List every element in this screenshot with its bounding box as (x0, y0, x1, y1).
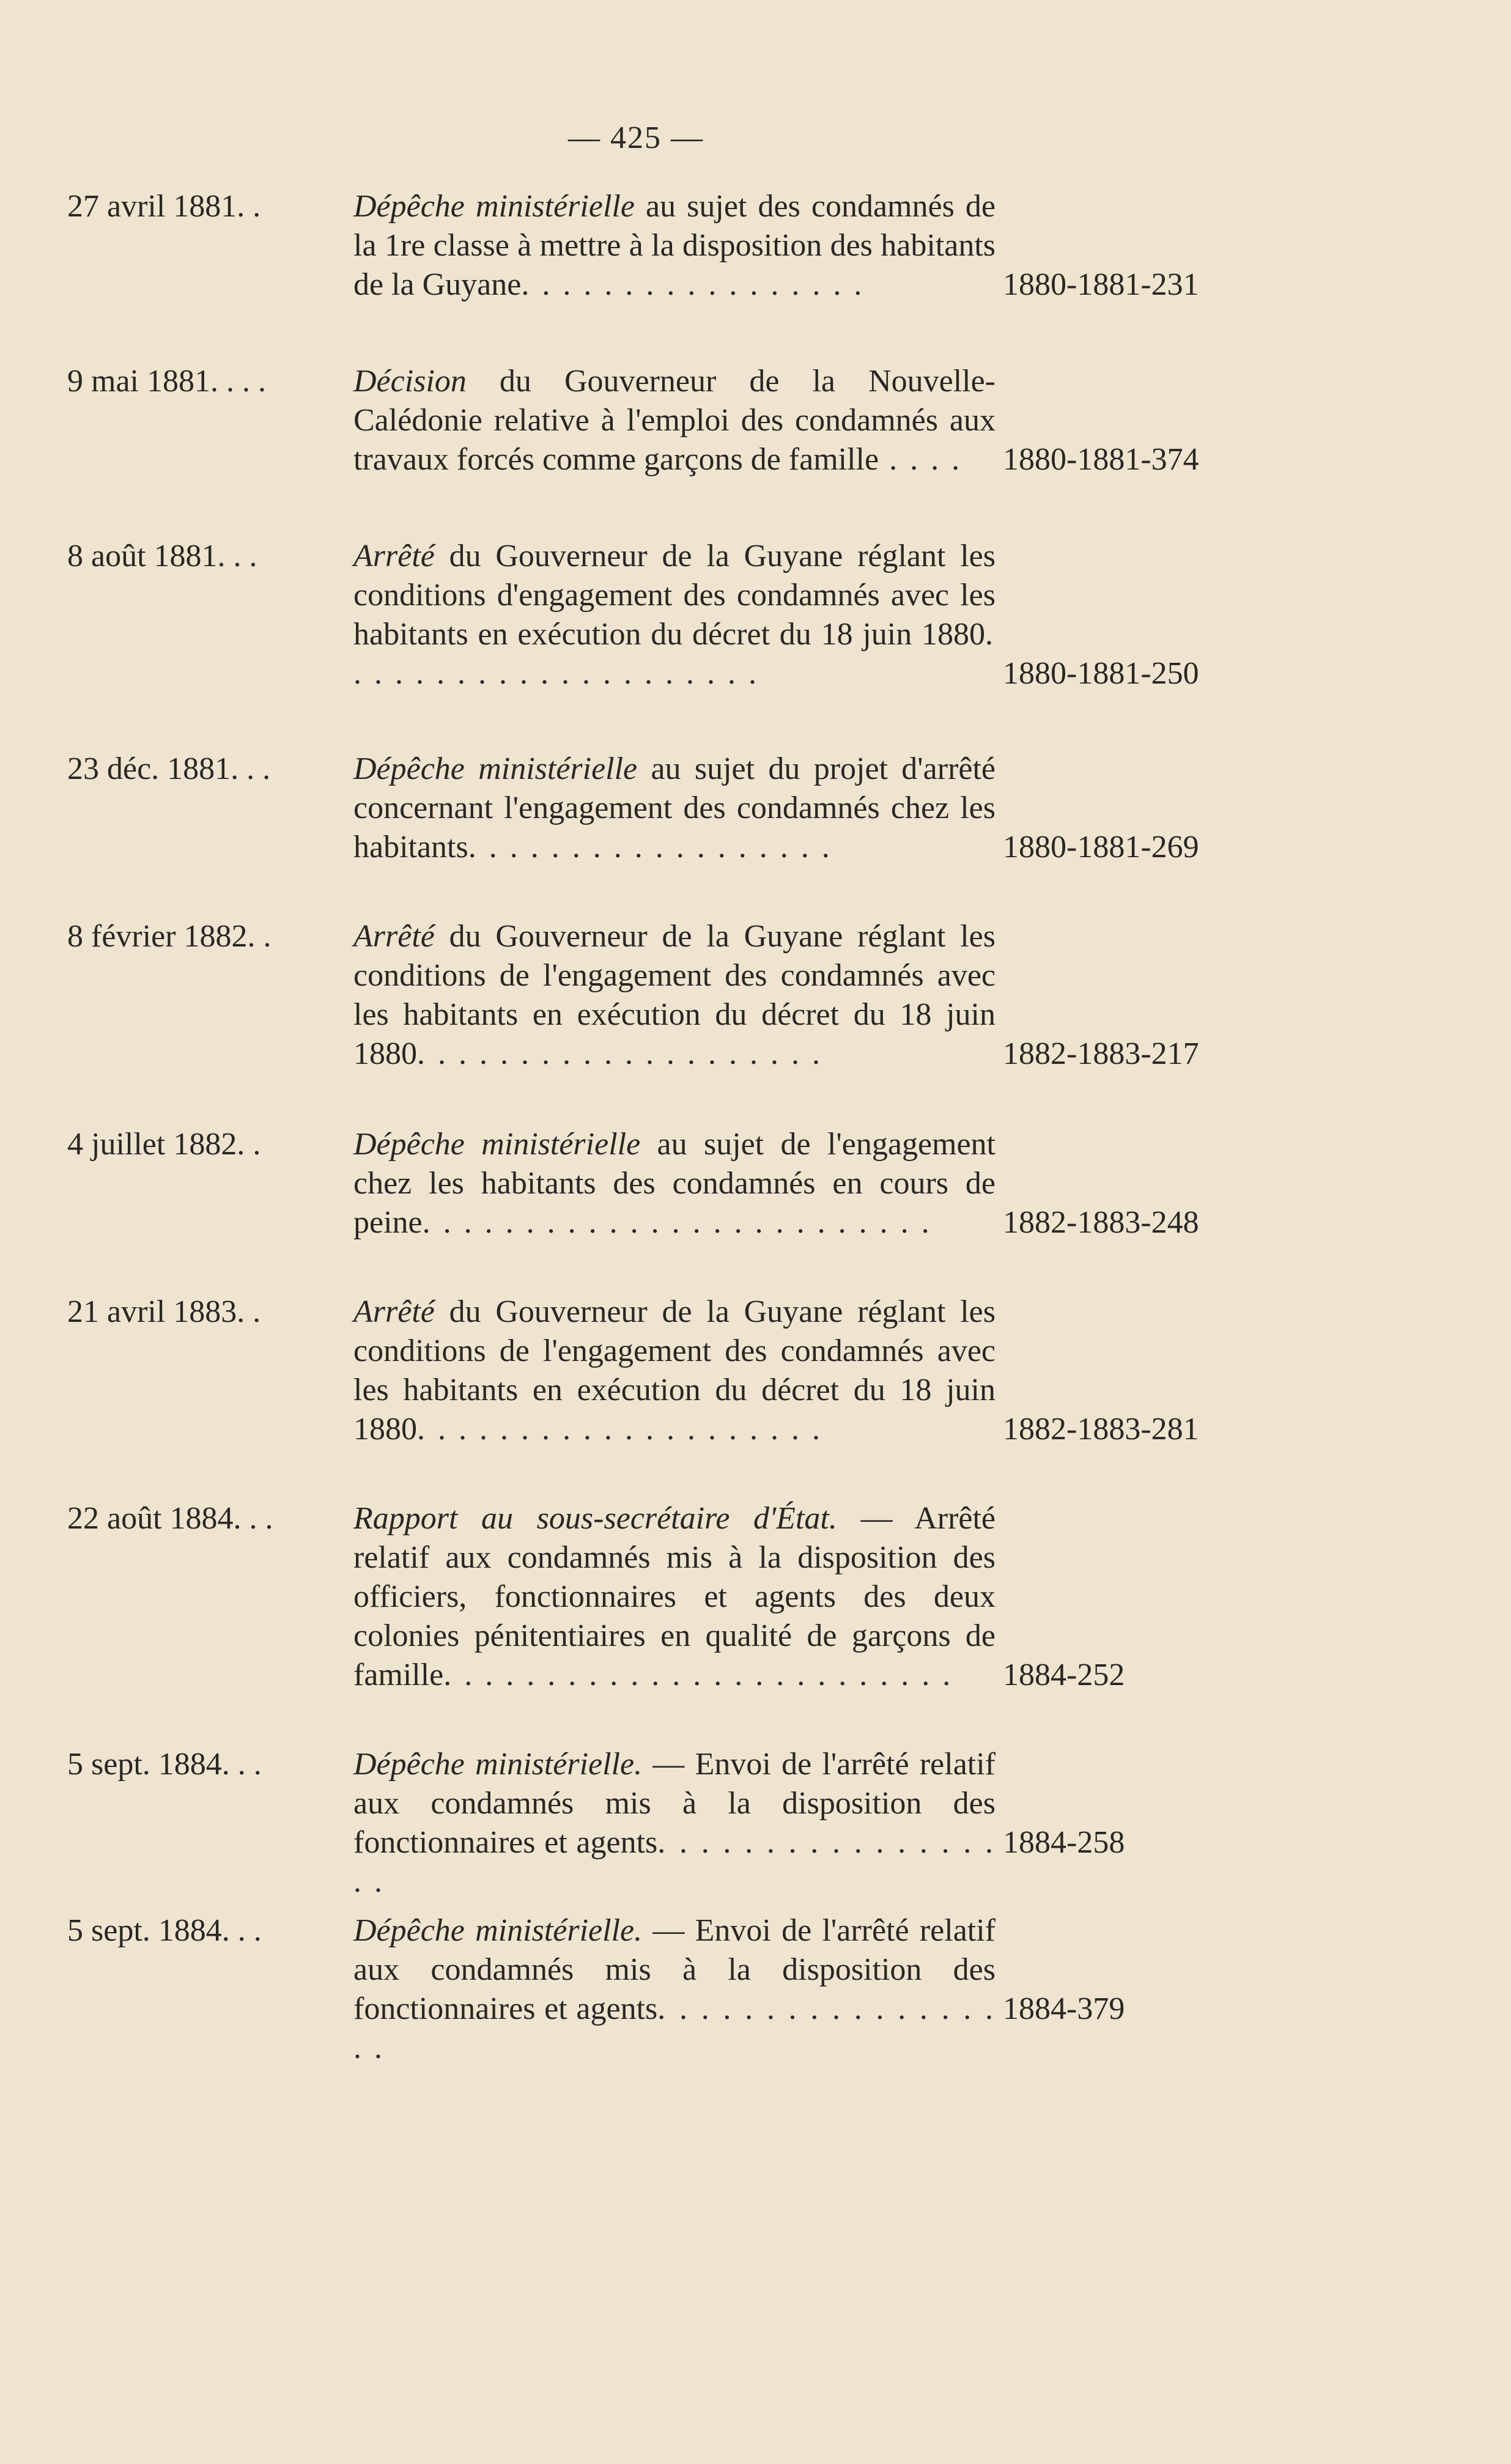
leader-dots: . . . . . . . . . . . . . . . . . . (353, 1991, 996, 2065)
leader-dots: . . . . . . . . . . . . . . . . . (521, 267, 865, 302)
entry-lead: Dépêche ministérielle (353, 189, 635, 224)
entry-date: 9 mai 1881. . . . (67, 364, 266, 399)
entry-text (353, 1293, 996, 1449)
leader-dots: . . . . . . . . . . . . . . . . . . . . (417, 1036, 822, 1071)
entry-lead: Arrêté (353, 1294, 435, 1329)
entry-lead: Dépêche ministérielle. (353, 1747, 643, 1782)
entry-lead: Décision (353, 364, 467, 399)
leader-dots: . . . . . . . . . . . . . . . . . . . . . . . . . (443, 1658, 953, 1692)
entry-body: au sujet du projet d'arrêté concernant l'engagement des condamnés chez les habitants (353, 751, 996, 865)
leader-dots: . . . . . . . . . . . . . . . . . . (353, 1825, 996, 1899)
entry-text (353, 1911, 996, 2068)
entry-text (353, 187, 996, 304)
entry-text (353, 1125, 996, 1242)
entry-reference: 1880-1881-374 (1003, 442, 1199, 477)
entry-date: 5 sept. 1884. . . (67, 1747, 262, 1782)
leader-dots: . . . . . . . . . . . . . . . . . . (468, 830, 832, 865)
entry-text (353, 917, 996, 1074)
entry-body: — Envoi de l'arrêté relatif aux condamnés mis à la disposition des fonctionnaires et agents (353, 1913, 996, 2026)
entry-date: 22 août 1884. . . (67, 1501, 273, 1536)
entry-date: 5 sept. 1884. . . (67, 1913, 262, 1948)
entry-reference: 1880-1881-250 (1003, 656, 1199, 691)
entry-body: du Gouverneur de la Guyane réglant les conditions d'engagement des condamnés avec les habitants en exécution du décret du 18 juin 1880 (353, 539, 996, 652)
leader-dots: . . . . . . . . . . . . . . . . . . . . . (353, 617, 996, 691)
entry-reference: 1882-1883-281 (1003, 1412, 1199, 1447)
entry-date: 8 février 1882. . (67, 919, 272, 954)
entry-reference: 1880-1881-269 (1003, 830, 1199, 865)
entry-text (353, 1745, 996, 1901)
entry-body: au sujet de l'engagement chez les habitants des condamnés en cours de peine (353, 1127, 996, 1240)
leader-dots: . . . . (879, 442, 962, 477)
entry-reference: 1882-1883-217 (1003, 1036, 1199, 1071)
entry-reference: 1884-258 (1003, 1825, 1125, 1860)
entry-reference: 1882-1883-248 (1003, 1205, 1199, 1240)
entry-text (353, 537, 996, 693)
entry-body: du Gouverneur de la Nouvelle-Calédonie relative à l'emploi des condamnés aux travaux forcés comme garçons de famille (353, 364, 996, 477)
entry-lead: Dépêche ministérielle. (353, 1913, 643, 1948)
entry-lead: Rapport au sous-secrétaire d'État. (353, 1501, 837, 1536)
entry-text (353, 750, 996, 867)
entry-date: 23 déc. 1881. . . (67, 751, 271, 786)
entry-lead: Arrêté (353, 919, 435, 954)
entry-reference: 1884-379 (1003, 1991, 1125, 2026)
entry-date: 21 avril 1883. . (67, 1294, 261, 1329)
entry-date: 4 juillet 1882. . (67, 1127, 261, 1162)
entry-body: — Envoi de l'arrêté relatif aux condamnés mis à la disposition des fonctionnaires et agents (353, 1747, 996, 1860)
entry-date: 27 avril 1881. . (67, 189, 261, 224)
leader-dots: . . . . . . . . . . . . . . . . . . . . (417, 1412, 822, 1447)
entry-lead: Dépêche ministérielle (353, 751, 638, 786)
entry-body: — Arrêté relatif aux condamnés mis à la disposition des officiers, fonctionnaires et agents des deux colonies pénitentiaires en qualité de garçons de famille (353, 1501, 996, 1692)
entry-text (353, 1499, 996, 1695)
entry-body: au sujet des condamnés de la 1re classe à mettre à la disposition des habitants de la Guyane (353, 189, 996, 302)
entry-lead: Dépêche ministérielle (353, 1127, 641, 1162)
page-number: — 425 — (568, 120, 704, 155)
leader-dots: . . . . . . . . . . . . . . . . . . . . . . . . . (422, 1205, 932, 1240)
entry-reference: 1884-252 (1003, 1658, 1125, 1692)
entry-body: du Gouverneur de la Guyane réglant les conditions de l'engagement des condamnés avec les habitants en exécution du décret du 18 juin 1880 (353, 1294, 996, 1447)
entry-text (353, 362, 996, 479)
entry-body: du Gouverneur de la Guyane réglant les conditions de l'engagement des condamnés avec les habitants en exécution du décret du 18 juin 1880 (353, 919, 996, 1071)
entry-date: 8 août 1881. . . (67, 539, 257, 574)
entry-lead: Arrêté (353, 539, 435, 574)
entry-reference: 1880-1881-231 (1003, 267, 1199, 302)
